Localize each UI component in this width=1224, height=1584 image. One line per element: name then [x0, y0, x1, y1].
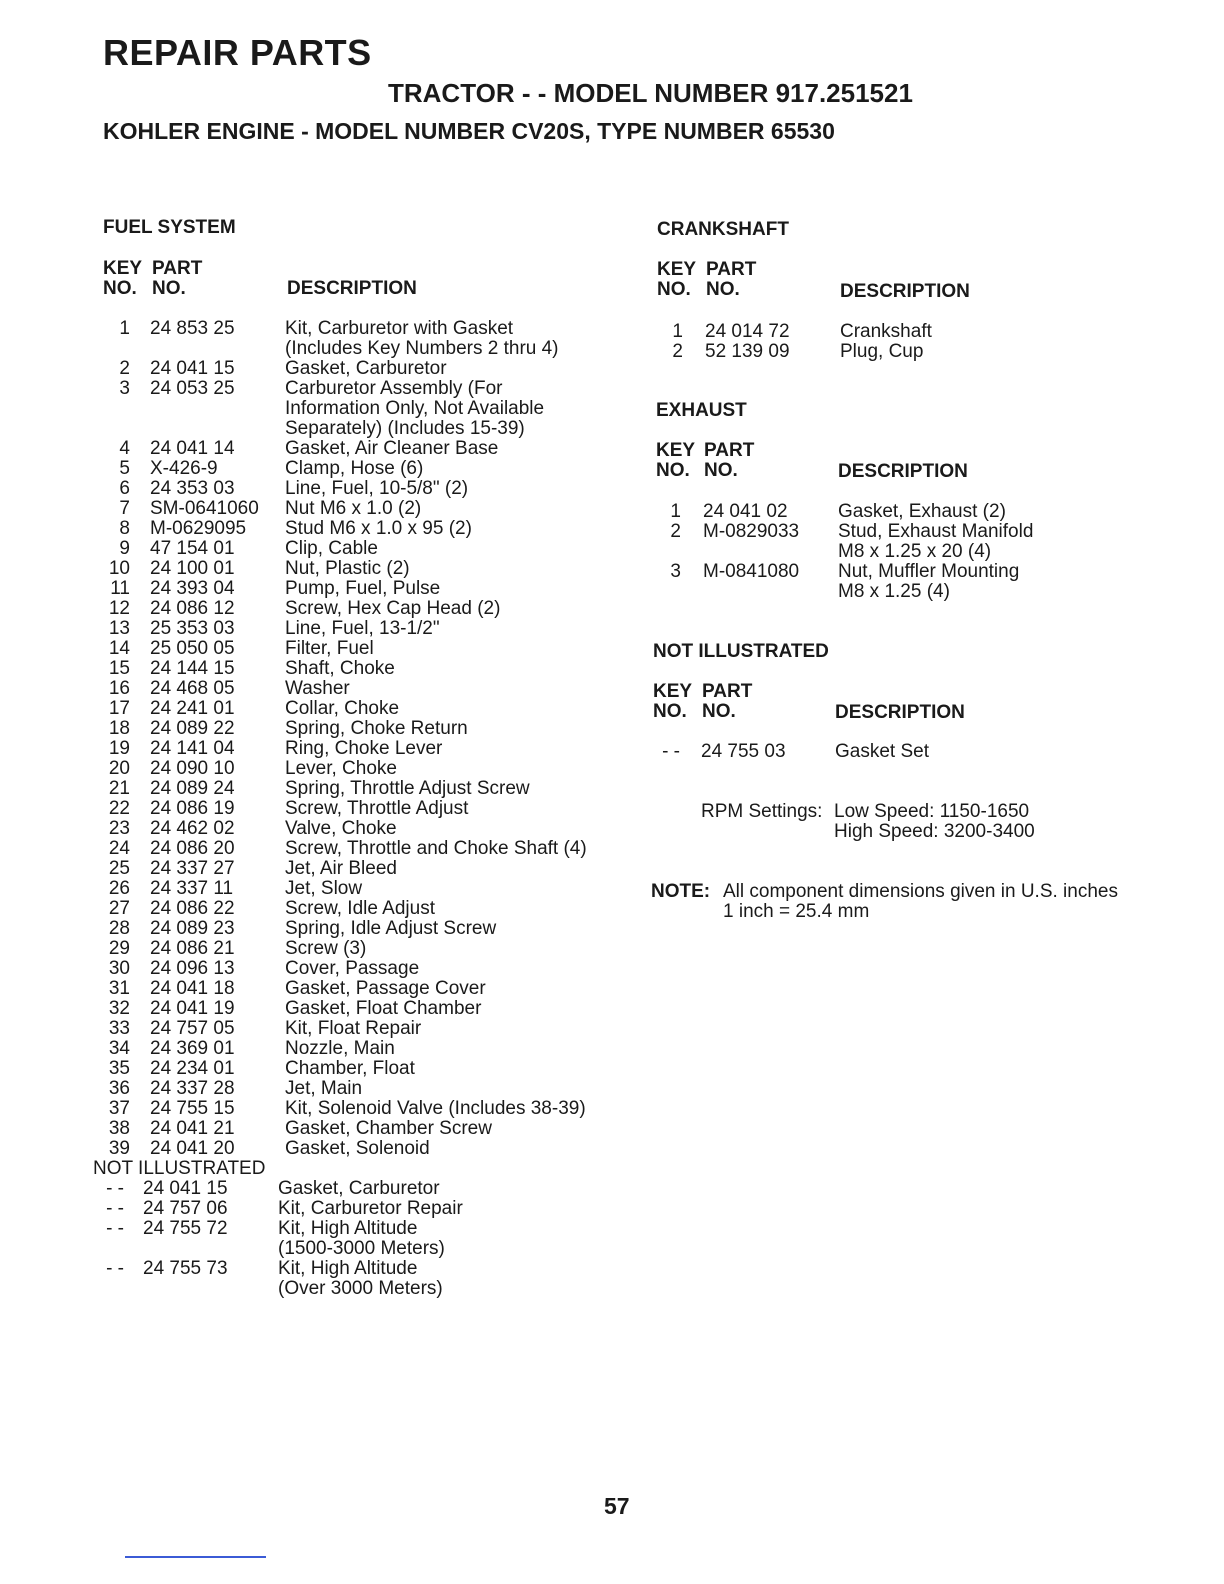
crankshaft-description-header: DESCRIPTION [840, 281, 970, 302]
key-number: 24 [108, 838, 130, 859]
part-description: Gasket, Carburetor [285, 358, 447, 379]
part-number: 24 462 02 [150, 818, 235, 839]
part-number: M-0841080 [703, 561, 800, 582]
part-description: Jet, Slow [285, 878, 363, 899]
part-description: Plug, Cup [840, 341, 924, 362]
key-number: 19 [108, 738, 130, 759]
key-number: 31 [108, 978, 130, 999]
part-description: Kit, High Altitude [278, 1218, 418, 1239]
part-description: Separately) (Includes 15-39) [285, 418, 525, 439]
crankshaft-key-no-header: KEY NO. [657, 259, 697, 300]
part-number: 24 041 21 [150, 1118, 235, 1139]
part-number: M-0629095 [150, 518, 247, 539]
part-description: Gasket, Air Cleaner Base [285, 438, 499, 459]
page-title: REPAIR PARTS [103, 32, 372, 73]
key-number: 1 [670, 501, 681, 522]
part-number: 24 086 22 [150, 898, 235, 919]
exhaust-key-no-header: KEY NO. [656, 440, 696, 481]
part-number: 24 090 10 [150, 758, 235, 779]
not-illustrated-key-no-header: KEY NO. [653, 681, 693, 722]
part-number: 52 139 09 [705, 341, 790, 362]
key-number: 8 [119, 518, 130, 539]
key-number: 39 [108, 1138, 130, 1159]
part-description: Stud, Exhaust Manifold [838, 521, 1034, 542]
page-number: 57 [604, 1493, 630, 1519]
part-description: Collar, Choke [285, 698, 400, 719]
part-number: 24 337 11 [150, 878, 234, 899]
not-illustrated-part-no-header: PART NO. [702, 681, 753, 722]
key-number: 10 [108, 558, 130, 579]
part-number: 24 086 12 [150, 598, 235, 619]
part-number: M-0829033 [703, 521, 800, 542]
part-description: Kit, Solenoid Valve (Includes 38-39) [285, 1098, 586, 1119]
key-number: 1 [119, 318, 130, 339]
part-description: Gasket Set [835, 741, 929, 762]
part-description: Gasket, Solenoid [285, 1138, 430, 1159]
key-number: 26 [108, 878, 130, 899]
part-description: Screw (3) [285, 938, 367, 959]
part-description: (Includes Key Numbers 2 thru 4) [285, 338, 559, 359]
part-description: Crankshaft [840, 321, 932, 342]
part-number: 47 154 01 [150, 538, 235, 559]
key-number: 25 [108, 858, 130, 879]
rpm-low-speed: Low Speed: 1150-1650 [834, 801, 1030, 822]
key-number: 17 [108, 698, 130, 719]
key-number: 4 [119, 438, 130, 459]
part-description: Screw, Idle Adjust [285, 898, 435, 919]
part-description: Chamber, Float [285, 1058, 415, 1079]
fuel-not-illustrated-heading: NOT ILLUSTRATED [93, 1158, 266, 1179]
part-description: Nut, Plastic (2) [285, 558, 410, 579]
key-number: 30 [108, 958, 130, 979]
key-number: - - [106, 1218, 124, 1239]
part-number: 24 089 24 [150, 778, 235, 799]
part-number: 24 337 28 [150, 1078, 235, 1099]
part-description: Stud M6 x 1.0 x 95 (2) [285, 518, 472, 539]
key-number: - - [106, 1178, 124, 1199]
part-description: Nut M6 x 1.0 (2) [285, 498, 422, 519]
key-number: 2 [670, 521, 681, 542]
part-description: Spring, Throttle Adjust Screw [285, 778, 530, 799]
part-description: Gasket, Chamber Screw [285, 1118, 492, 1139]
part-description: Gasket, Passage Cover [285, 978, 486, 999]
key-number: 3 [670, 561, 681, 582]
part-description: Nozzle, Main [285, 1038, 395, 1059]
part-number: 24 234 01 [150, 1058, 235, 1079]
key-number: 21 [108, 778, 130, 799]
key-number: 5 [119, 458, 130, 479]
key-number: 7 [119, 498, 130, 519]
key-number: 36 [108, 1078, 130, 1099]
part-description: Kit, High Altitude [278, 1258, 418, 1279]
part-description: Gasket, Carburetor [278, 1178, 440, 1199]
key-number: 2 [672, 341, 683, 362]
not-illustrated-heading: NOT ILLUSTRATED [653, 641, 829, 662]
part-number: 24 014 72 [705, 321, 790, 342]
note-label: NOTE: [651, 881, 711, 902]
part-number: 24 041 20 [150, 1138, 235, 1159]
key-number: 29 [108, 938, 130, 959]
part-description: Shaft, Choke [285, 658, 395, 679]
exhaust-description-header: DESCRIPTION [838, 461, 968, 482]
part-number: 24 144 15 [150, 658, 235, 679]
part-number: 24 468 05 [150, 678, 235, 699]
key-number: 23 [108, 818, 130, 839]
part-description: M8 x 1.25 x 20 (4) [838, 541, 992, 562]
part-number: 24 141 04 [150, 738, 235, 759]
part-description: (Over 3000 Meters) [278, 1278, 443, 1299]
key-number: 32 [108, 998, 130, 1019]
exhaust-heading: EXHAUST [656, 400, 747, 421]
part-description: Lever, Choke [285, 758, 397, 779]
key-number: 20 [108, 758, 130, 779]
part-number: 24 241 01 [150, 698, 235, 719]
part-description: Washer [285, 678, 350, 699]
note-line-2: 1 inch = 25.4 mm [723, 901, 870, 922]
engine-model-heading: KOHLER ENGINE - MODEL NUMBER CV20S, TYPE NUMBER 65530 [103, 118, 835, 144]
part-description: Clip, Cable [285, 538, 378, 559]
key-number: 9 [119, 538, 130, 559]
crankshaft-heading: CRANKSHAFT [657, 219, 789, 240]
key-number: 35 [108, 1058, 130, 1079]
part-number: 24 041 19 [150, 998, 235, 1019]
key-number: 15 [108, 658, 130, 679]
key-number: - - [106, 1258, 124, 1279]
footer-rule [125, 1556, 266, 1558]
part-number: 25 050 05 [150, 638, 235, 659]
part-number: 24 853 25 [150, 318, 235, 339]
key-number: 22 [108, 798, 130, 819]
part-number: 24 337 27 [150, 858, 235, 879]
rpm-high-speed: High Speed: 3200-3400 [834, 821, 1035, 842]
part-number: 24 096 13 [150, 958, 235, 979]
key-number: 34 [108, 1038, 130, 1059]
key-number: 28 [108, 918, 130, 939]
part-number: 24 393 04 [150, 578, 235, 599]
part-number: 24 757 06 [143, 1198, 228, 1219]
part-number: 24 755 03 [701, 741, 786, 762]
part-description: Nut, Muffler Mounting [838, 561, 1020, 582]
part-description: Kit, Float Repair [285, 1018, 422, 1039]
part-number: 25 353 03 [150, 618, 235, 639]
key-number: 2 [119, 358, 130, 379]
key-number: - - [106, 1198, 124, 1219]
exhaust-part-no-header: PART NO. [704, 440, 755, 481]
part-description: Line, Fuel, 13-1/2" [285, 618, 440, 639]
part-description: Screw, Throttle Adjust [285, 798, 469, 819]
key-number: 12 [108, 598, 130, 619]
part-number: 24 100 01 [150, 558, 235, 579]
description-header: DESCRIPTION [287, 278, 417, 299]
key-number: 18 [108, 718, 130, 739]
key-number: - - [662, 741, 680, 762]
part-number: 24 089 22 [150, 718, 235, 739]
part-number: 24 353 03 [150, 478, 235, 499]
part-description: M8 x 1.25 (4) [838, 581, 950, 602]
model-number-heading: TRACTOR - - MODEL NUMBER 917.251521 [388, 78, 913, 108]
part-number: 24 757 05 [150, 1018, 235, 1039]
part-description: Spring, Choke Return [285, 718, 468, 739]
part-description: Cover, Passage [285, 958, 420, 979]
part-number: SM-0641060 [150, 498, 259, 519]
rpm-settings-label: RPM Settings: [701, 801, 823, 822]
key-number: 11 [110, 578, 130, 599]
part-description: Spring, Idle Adjust Screw [285, 918, 497, 939]
key-number: 27 [108, 898, 130, 919]
key-number: 38 [108, 1118, 130, 1139]
note-line-1: All component dimensions given in U.S. inches [723, 881, 1118, 902]
part-description: (1500-3000 Meters) [278, 1238, 445, 1259]
part-description: Ring, Choke Lever [285, 738, 443, 759]
part-description: Carburetor Assembly (For [285, 378, 503, 399]
key-number: 14 [108, 638, 130, 659]
part-description: Clamp, Hose (6) [285, 458, 424, 479]
part-description: Jet, Main [285, 1078, 363, 1099]
part-number: 24 041 02 [703, 501, 788, 522]
part-description: Screw, Hex Cap Head (2) [285, 598, 501, 619]
part-description: Information Only, Not Available [285, 398, 545, 419]
part-number: 24 041 15 [150, 358, 235, 379]
key-number: 37 [108, 1098, 130, 1119]
part-number: 24 086 21 [150, 938, 235, 959]
key-number: 33 [108, 1018, 130, 1039]
part-description: Filter, Fuel [285, 638, 374, 659]
part-description: Line, Fuel, 10-5/8" (2) [285, 478, 469, 499]
part-number: 24 755 15 [150, 1098, 235, 1119]
part-description: Kit, Carburetor with Gasket [285, 318, 514, 339]
part-number: X-426-9 [150, 458, 218, 479]
part-number: 24 755 73 [143, 1258, 228, 1279]
part-number: 24 086 19 [150, 798, 235, 819]
part-no-header: PART NO. [152, 258, 203, 299]
fuel-system-heading: FUEL SYSTEM [103, 217, 236, 238]
key-number: 1 [672, 321, 683, 342]
part-description: Pump, Fuel, Pulse [285, 578, 441, 599]
part-description: Jet, Air Bleed [285, 858, 397, 879]
not-illustrated-description-header: DESCRIPTION [835, 702, 965, 723]
crankshaft-part-no-header: PART NO. [706, 259, 757, 300]
part-number: 24 053 25 [150, 378, 235, 399]
key-number: 3 [119, 378, 130, 399]
key-no-header: KEY NO. [103, 258, 143, 299]
part-number: 24 369 01 [150, 1038, 235, 1059]
part-description: Valve, Choke [285, 818, 397, 839]
part-number: 24 755 72 [143, 1218, 228, 1239]
part-number: 24 041 18 [150, 978, 235, 999]
part-description: Screw, Throttle and Choke Shaft (4) [285, 838, 587, 859]
key-number: 16 [108, 678, 130, 699]
part-number: 24 041 15 [143, 1178, 228, 1199]
part-number: 24 041 14 [150, 438, 235, 459]
key-number: 6 [119, 478, 130, 499]
key-number: 13 [108, 618, 130, 639]
part-number: 24 089 23 [150, 918, 235, 939]
part-description: Kit, Carburetor Repair [278, 1198, 463, 1219]
part-number: 24 086 20 [150, 838, 235, 859]
part-description: Gasket, Float Chamber [285, 998, 482, 1019]
part-description: Gasket, Exhaust (2) [838, 501, 1006, 522]
